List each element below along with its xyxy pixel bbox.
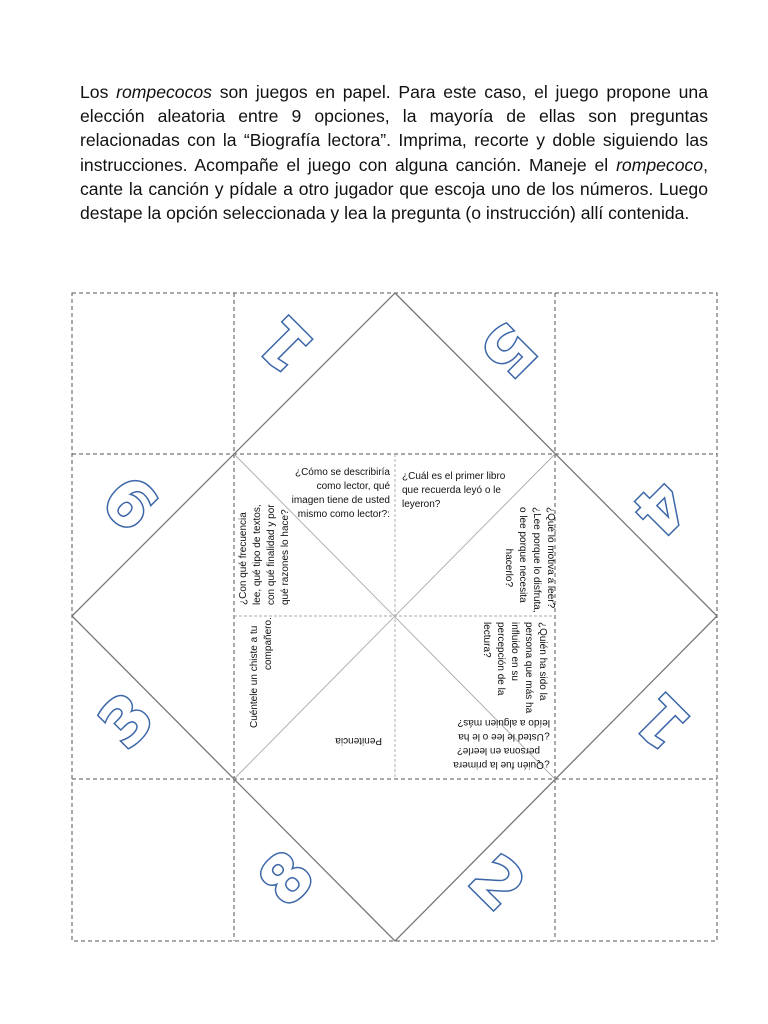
- number-1-right: 1: [621, 678, 706, 763]
- question-first-reader: [453, 717, 550, 770]
- intro-text-2: son juegos en papel. Para este caso, el juego propone una elección aleatoria entre 9 opciones, la mayoría de ellas son preguntas relacionadas con la “Biografía lectora”. Imprima, recorte y doble siguiendo las instrucciones. Acompañe el juego con alguna canción. Maneje el: [80, 82, 708, 175]
- q-influence-line-5: lectura?: [481, 622, 492, 658]
- q-first-reader-line-4: leído a alguien más?: [457, 717, 550, 728]
- q-describe-line-4: mismo como lector?:: [297, 509, 390, 520]
- q-influence-line-4: percepción de la: [495, 622, 506, 696]
- number-1-top: 1: [244, 301, 329, 386]
- question-frequency: [238, 504, 291, 605]
- number-3-left: 3: [85, 679, 170, 764]
- intro-em-rompecocos: rompecocos: [116, 82, 212, 102]
- number-8-bottom: 8: [245, 837, 330, 922]
- q-describe-line-2: como lector, qué: [316, 481, 390, 492]
- q-describe-line-1: ¿Cómo se describiría: [294, 467, 390, 478]
- q-frequency-line-3: con qué finalidad y por: [266, 504, 277, 605]
- number-4-right: 4: [617, 465, 702, 550]
- q-motivates-line-3: o lee porque necesita: [517, 507, 528, 603]
- intro-text-1: Los: [80, 82, 117, 102]
- q-penance: Penitencia: [335, 735, 382, 746]
- q-motivates-line-2: ¿Lee porque lo disfruta,: [531, 507, 542, 613]
- number-5-top: 5: [465, 307, 550, 392]
- penance-label: [335, 735, 382, 746]
- q-first-reader-line-1: ¿Quién fue la primera: [453, 759, 550, 770]
- q-motivates-line-1: ¿Qué lo motiva a leer?: [545, 507, 556, 609]
- q-frequency-line-2: lee, qué tipo de textos,: [252, 504, 263, 605]
- q-joke-line-1: Cuéntele un chiste a tu: [249, 625, 260, 728]
- question-joke: [249, 617, 274, 728]
- fold-lines: [234, 454, 555, 779]
- intro-text-3: , cante la canción y pídale a otro jugador que escoja uno de los números. Luego destape la opción seleccionada y lea la pregunta (o instrucción) allí contenida.: [80, 154, 708, 224]
- question-influence: [481, 622, 548, 714]
- intro-em-rompecoco: rompecoco: [616, 154, 704, 175]
- number-2-bottom: 2: [454, 841, 539, 926]
- q-first-reader-line-2: persona en leerle?: [457, 745, 540, 756]
- q-first-book-line-2: que recuerda leyó o le: [402, 485, 501, 496]
- q-first-book-line-3: leyeron?: [402, 499, 441, 510]
- q-frequency-line-4: qué razones lo hace?: [280, 509, 291, 605]
- q-influence-line-2: persona que más ha: [523, 622, 534, 714]
- q-first-book-line-1: ¿Cuál es el primer libro: [402, 471, 506, 482]
- q-influence-line-3: influido en su: [509, 622, 520, 681]
- q-influence-line-1: ¿Quién ha sido la: [537, 622, 548, 701]
- q-describe-line-3: imagen tiene de usted: [291, 495, 390, 506]
- question-describe-reader: [292, 467, 391, 520]
- number-6-left: 6: [86, 462, 171, 547]
- question-first-book: [402, 471, 506, 510]
- question-motivates: [503, 507, 556, 613]
- q-first-reader-line-3: ¿Usted le lee o le ha: [458, 731, 550, 742]
- q-frequency-line-1: ¿Con qué frecuencia: [238, 512, 249, 605]
- q-joke-line-2: compañero.: [263, 617, 274, 670]
- q-motivates-line-4: hacerlo?: [503, 548, 514, 587]
